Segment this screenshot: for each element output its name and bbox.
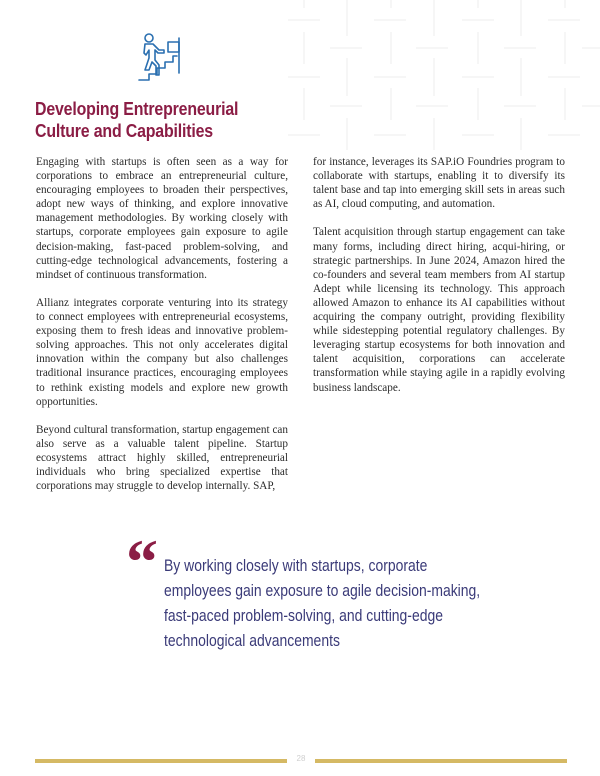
footer-rule-left [35,759,287,763]
pull-quote [164,553,492,653]
pull-quote-line: By working closely with startups, corporate [164,556,428,575]
heading-line-1: Developing Entrepreneurial [35,98,239,119]
paragraph: Beyond cultural transformation, startup engagement can also serve as a valuable talent pipeline. Startup ecosystems attract highly skilled, entrepreneurial individuals who bring specialized expertise that corporations may struggle to develop internally. SAP, [36,423,288,493]
paragraph: Engaging with startups is often seen as a way for corporations to embrace an entrepreneurial culture, encouraging employees to broaden their perspectives, adopt new ways of thinking, and explore innovative management methodologies. By working closely with startups, corporate employees gain exposure to agile decision-making, fast-paced problem-solving, and cutting-edge technological advancements, fostering a mindset of continuous transformation. [36,156,288,281]
heading-line-2: Culture and Capabilities [35,120,213,141]
footer-rule-right [315,759,567,763]
quote-mark-icon: “ [126,526,158,597]
paragraph: for instance, leverages its SAP.iO Foundries program to collaborate with startups, enabling it to diversify its talent base and tap into emerging skill sets in areas such as AI, cloud computing, and automation. [313,156,565,211]
paragraph: Talent acquisition through startup engagement can take many forms, including direct hiring, acqui-hiring, or strategic partnerships. In June 2024, Amazon hired the co-founders and several team members from AI startup Adept while licensing its technology. This approach allowed Amazon to enhance its AI capabilities without acquiring the company outright, providing flexibility while sidestepping potential regulatory challenges. By leveraging startup ecosystems for both innovation and talent acquisition, corporations can accelerate transformation while staying agile in a rapidly evolving business landscape. [313,226,565,394]
pull-quote-line: employees gain exposure to agile decision-making, [164,581,481,600]
pull-quote-line: fast-paced problem-solving, and cutting-edge [164,606,443,625]
person-climbing-stairs-flag-icon [137,30,187,82]
decorative-grid-pattern [270,0,600,150]
pull-quote-line: technological advancements [164,631,340,650]
section-heading [35,98,259,142]
left-column [36,155,288,507]
right-column [313,155,565,409]
page-number: 28 [296,754,306,763]
paragraph: Allianz integrates corporate venturing into its strategy to connect employees with entrepreneurial ecosystems, exposing them to fresh ideas and innovative problem-solving approaches. This not only accelerates digital innovation within the company but also challenges traditional insurance practices, encouraging employees to rethink existing models and explore new growth opportunities. [36,296,288,408]
